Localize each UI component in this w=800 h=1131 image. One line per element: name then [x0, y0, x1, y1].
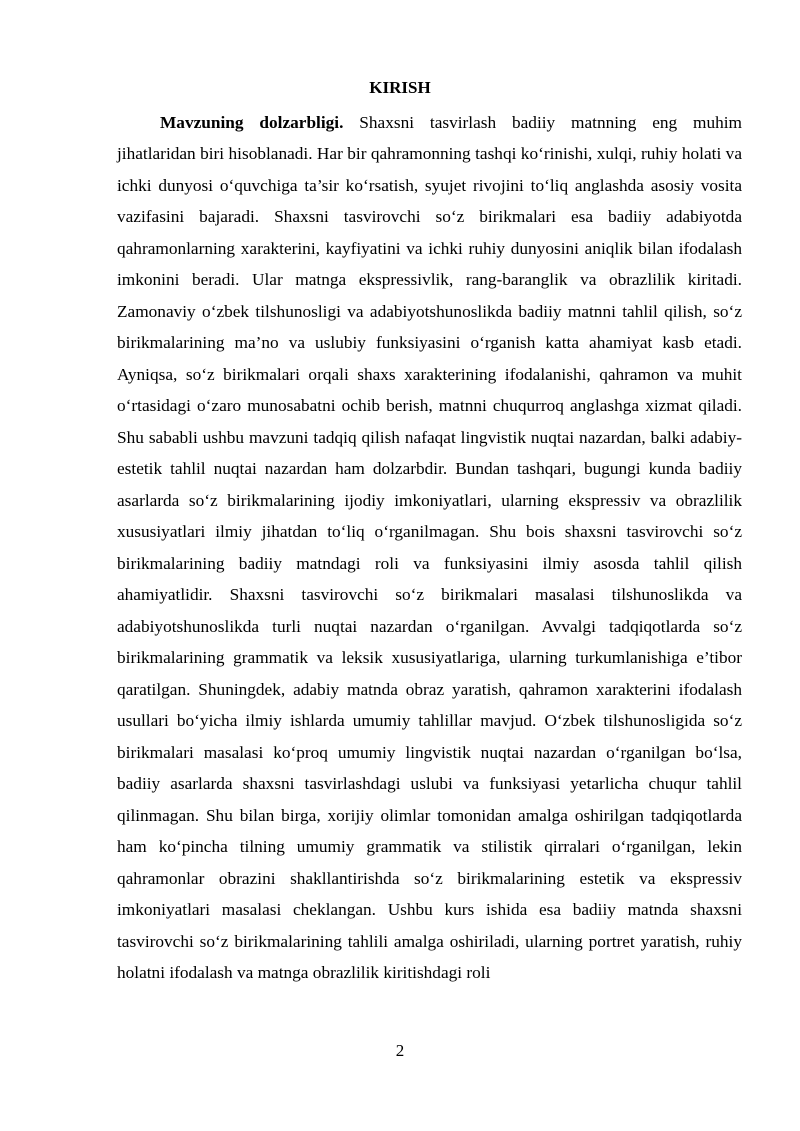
body-paragraph [117, 107, 742, 989]
section-heading: KIRISH [369, 78, 431, 97]
paragraph-text: Shaxsni tasvirlash badiiy matnning eng muhim jihatlaridan biri hisoblanadi. Har bir qahramonning tashqi ko‘rinishi, xulqi, ruhiy holati va ichki dunyosi o‘quvchiga ta’sir ko‘rsatish, syujet rivojini to‘liq anglashda asosiy vosita vazifasini bajaradi. Shaxsni tasvirovchi so‘z birikmalari esa badiiy adabiyotda qahramonlarning xarakterini, kayfiyatini va ichki ruhiy dunyosini aniqlik bilan ifodalash imkonini beradi. Ular matnga ekspressivlik, rang-baranglik va obrazlilik kiritadi. Zamonaviy o‘zbek tilshunosligi va adabiyotshunoslikda badiiy matnni tahlil qilish, so‘z birikmalarining ma’no va uslubiy funksiyasini o‘rganish katta ahamiyat kasb etadi. Ayniqsa, so‘z birikmalari orqali shaxs xarakterining ifodalanishi, qahramon va muhit o‘rtasidagi o‘zaro munosabatni ochib berish, matnni chuqurroq anglashga xizmat qiladi. Shu sababli ushbu mavzuni tadqiq qilish nafaqat lingvistik nuqtai nazardan, balki adabiy-estetik tahlil nuqtai nazardan ham dolzarbdir. Bundan tashqari, bugungi kunda badiiy asarlarda so‘z birikmalarining ijodiy imkoniyatlari, ularning ekspressiv va obrazlilik xususiyatlari ilmiy jihatdan to‘liq o‘rganilmagan. Shu bois shaxsni tasvirovchi so‘z birikmalarining badiiy matndagi roli va funksiyasini ilmiy asosda tahlil qilish ahamiyatlidir. Shaxsni tasvirovchi so‘z birikmalari masalasi tilshunoslikda va adabiyotshunoslikda turli nuqtai nazardan o‘rganilgan. Avvalgi tadqiqotlarda so‘z birikmalarining grammatik va leksik xususiyatlariga, ularning turkumlanishiga e’tibor qaratilgan. Shuningdek, adabiy matnda obraz yaratish, qahramon xarakterini ifodalash usullari bo‘yicha ilmiy ishlarda umumiy tahlillar mavjud. O‘zbek tilshunosligida so‘z birikmalari masalasi ko‘proq umumiy lingvistik nuqtai nazardan o‘rganilgan bo‘lsa, badiiy asarlarda shaxsni tasvirlashdagi uslubi va funksiyasi yetarlicha chuqur tahlil qilinmagan. Shu bilan birga, xorijiy olimlar tomonidan amalga oshirilgan tadqiqotlarda ham ko‘pincha tilning umumiy grammatik va stilistik qirralari o‘rganilgan, lekin qahramonlar obrazini shakllantirishda so‘z birikmalarining estetik va ekspressiv imkoniyatlari masalasi cheklangan. Ushbu kurs ishida esa badiiy matnda shaxsni tasvirovchi so‘z birikmalarining tahlili amalga oshiriladi, ularning portret yaratish, ruhiy holatni ifodalash va matnga obrazlilik kiritishdagi roli [117, 112, 742, 982]
paragraph-lead: Mavzuning dolzarbligi. [160, 112, 344, 132]
page-number: 2 [395, 1041, 405, 1060]
